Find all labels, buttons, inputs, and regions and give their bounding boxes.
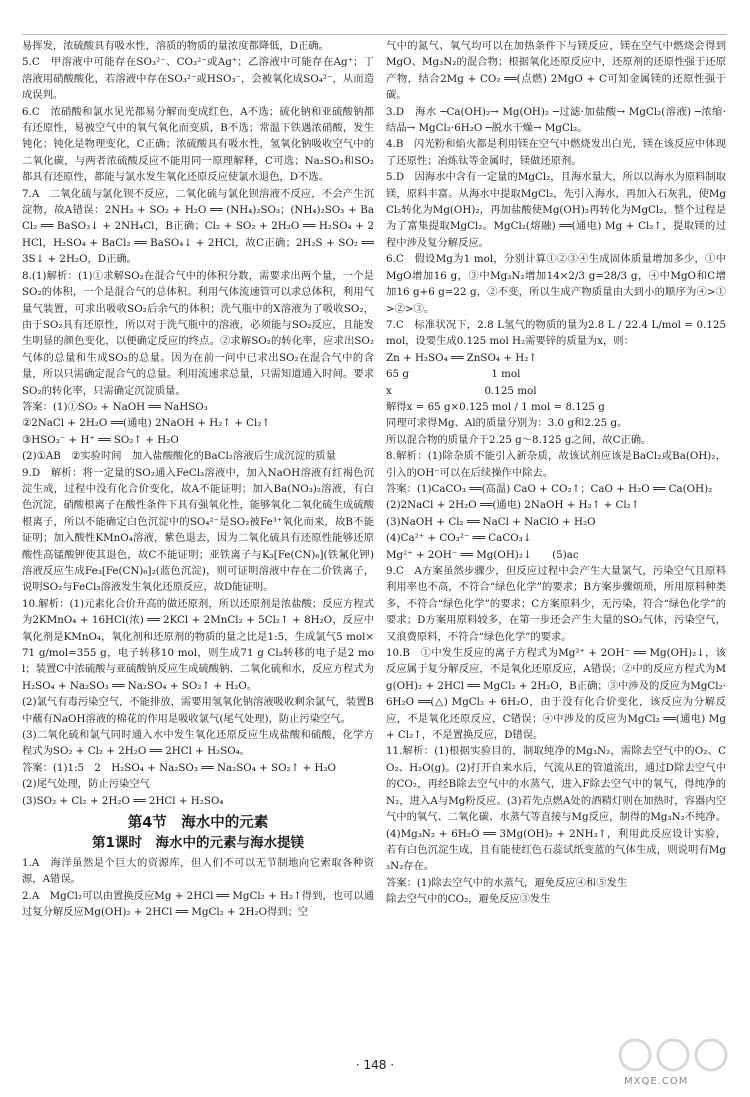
answer-line: 答案：(1)1:5 2 H₂SO₄ + Na₂SO₃ ══ Na₂SO₄ + SO₂↑ + H₂O [22,761,336,774]
equation-line: Zn + H₂SO₄ ══ ZnSO₄ + H₂↑ [386,351,537,364]
answer-item-7: 7.A 二氧化硫与氯化钡不反应，二氧化硫与氯化钡溶液不反应，不会产生沉淀物，故A错误：2NH₃ + SO₂ + H₂O ══ (NH₄)₂SO₃；(NH₄)₂SO₃ + BaCl₂ ══ BaSO₃↓ + 2NH₄Cl，B正确；Cl₂ + SO₂ + 2H₂O ══ H₂SO₄ + 2HCl，H₂SO₄ + BaCl₂ ══ BaSO₄↓ + 2HCl，故C正确；2H₂S + SO₂ ══ 3S↓ + 2H₂O，D正确。 [22,187,374,266]
answer-item-1: 1.A 海洋虽然是个巨大的资源库，但人们不可以无节制地向它索取各种资源，A错误。 [22,856,374,886]
answer-line: 答案：(1)CaCO₃ ══(高温) CaO + CO₂↑；CaO + H₂O ══ Ca(OH)₂ [386,482,713,495]
answer-item-4: 4.B 闪光粉和焰火都是利用镁在空气中燃烧发出白光，镁在该反应中体现了还原性；冶炼钛等金属时，镁做还原剂。 [386,138,726,167]
answer-paragraph: (3)二氧化硫和氯气同时通入水中发生氧化还原反应生成盐酸和硫酸，化学方程式为SO₂ + Cl₂ + 2H₂O ══ 2HCl + H₂SO₄。 [22,729,374,758]
equation-line: x 0.125 mol [386,384,537,397]
answer-paragraph: 易挥发，浓硫酸具有吸水性，溶质的物质的量浓度都降低，D正确。 [22,40,329,52]
page-number: · 148 · [355,1058,395,1072]
answer-item-7: 7.C 标准状况下，2.8 L氢气的物质的量为2.8 L / 22.4 L/mol = 0.125 mol，设要生成0.125 mol H₂需要锌的质量为x，则： [386,318,726,348]
answer-line: ②2NaCl + 2H₂O ══(通电) 2NaOH + H₂↑ + Cl₂↑ [22,417,271,430]
lesson-subheading: 第1课时 海水中的元素与海水提镁 [92,834,304,851]
answer-line: (2)2NaCl + 2H₂O ══(通电) 2NaOH + H₂↑ + Cl₂↑ [386,499,640,512]
left-column [22,38,374,921]
answer-item-8: 8.(1)解析：(1)①求解SO₂在混合气中的体积分数，需要求出两个量，一个是SO₂的体积，一个是混合气的总体积。利用气体流速管可以求总体积，利用气量气装置，可求出吸收SO₂后余气的体积；洗气瓶中的X溶液为了吸收SO₂，由于SO₂具有还原性，所以对于洗气瓶中的溶液，必须能与SO₂反应，且能发生明显的颜色变化，以便确定反应的终点。②求解SO₂的转化率，应求出SO₂气体的总量和生成SO₃的总量。因为在前一问中已求出SO₂在混合气中的含量，所以只需确定混合气的总量。利用流速求总量，只需知道通入时间。要求SO₂的转化率，只需确定沉淀质量。 [22,269,374,397]
answer-line: (3)SO₂ + Cl₂ + 2H₂O ══ 2HCl + H₂SO₄ [22,794,224,807]
answer-item-9: 9.D 解析：将一定量的SO₂通入FeCl₃溶液中，加入NaOH溶液有红褐色沉淀生成，过程中没有化合价变化，故A不能证明；加入Ba(NO₃)₂溶液，有白色沉淀，硝酸根离子在酸性条件下具有强氧化性，能够氧化二氧化硫生成硫酸根离子，所以不能确定白色沉淀中的SO₄²⁻是SO₂被Fe³⁺氧化而来，故B不能证明；加入酸性KMnO₄溶液，紫色退去，因为二氧化硫具有还原性能够还原酸性高锰酸钾使其退色，故C不能证明；亚铁离子与K₃[Fe(CN)₆](铁氰化钾)溶液反应生成Fe₃[Fe(CN)₆]₂(蓝色沉淀)，则可证明溶液中存在二价铁离子，说明SO₂与FeCl₃溶液发生氧化还原反应，故D能证明。 [22,466,374,594]
answer-item-10: 10.解析：(1)元素化合价升高的做还原剂，所以还原剂是浓盐酸；反应方程式为2KMnO₄ + 16HCl(浓) ══ 2KCl + 2MnCl₂ + 5Cl₂↑ + 8H₂O，反应中氧化剂是KMnO₄，氧化剂和还原剂的物质的量之比是1:5，生成氯气5 mol×71 g/mol=355 g，电子转移10 mol，则生成71 g Cl₂转移的电子是2 mol；装置C中浓硫酸与亚硫酸钠反应生成硫酸钠、二氧化硫和水，反应方程式为H₂SO₄ + Na₂SO₃ ══ Na₂SO₄ + SO₂↑ + H₂O。 [22,597,374,692]
answer-item-5: 5.D 因海水中含有一定量的MgCl₂，且海水量大，所以以海水为原料制取镁，原料丰富。从海水中提取MgCl₂，先引入海水，再加入石灰乳，使MgCl₂转化为Mg(OH)₂，再加盐酸使Mg(OH)₂再转化为MgCl₂，整个过程是为了富集提取MgCl₂。MgCl₂(熔融) ══(通电) Mg + Cl₂↑，提取镁的过程中涉及复分解反应。 [386,171,726,249]
answer-line: 同理可求得Mg、Al的质量分别为：3.0 g和2.25 g。 [386,417,628,430]
answer-item-3: 3.D 海水 ─Ca(OH)₂→ Mg(OH)₂ ─过滤·加盐酸→ MgCl₂(溶液) ─浓缩·结晶→ MgCl₂·6H₂O ─脱水干燥→ MgCl₂。 [386,105,726,135]
answer-line: (3)NaOH + Cl₂ ══ NaCl + NaClO + H₂O [386,515,596,528]
answer-line: ③HSO₃⁻ + H⁺ ══ SO₂↑ + H₂O [22,433,179,446]
top-rule [22,34,727,35]
answer-item-10: 10.B ①中发生反应的离子方程式为Mg²⁺ + 2OH⁻ ══ Mg(OH)₂↓，该反应属于复分解反应，不是氧化还原反应，A错误；②中的反应方程式为Mg(OH)₂ + 2HCl ══ MgCl₂ + 2H₂O，B正确；③中涉及的反应为MgCl₂·6H₂O ══(△) MgCl₂ + 6H₂O，由于没有化合价变化，该反应为分解反应，不是氧化还原反应，C错误；④中涉及的反应为MgCl₂ ══(通电) Mg + Cl₂↑，不是置换反应，D错误。 [386,647,726,742]
answer-line: (4)Ca²⁺ + CO₃²⁻ ══ CaCO₃↓ [386,532,532,545]
answer-item-6: 6.C 浓硝酸和氯水见光都易分解而变成红色，A不选；硫化钠和亚硫酸钠都有还原性，易被空气中的氧气氧化而变质，B不选；常温下铁遇浓硝酸，发生钝化；钝化是物理变化，C正确；浓硫酸具有吸水性，氢氧化钠吸收空气中的二氧化碳，与两者浓硫酸反应不能用同一原理解释，C可选；Na₂SO₃和SO₂都具有还原性，都能与氯水发生氧化还原反应使氯水退色，D不选。 [22,105,374,184]
answer-item-9: 9.C A方案虽然步骤少，但反应过程中会产生大量氯气，污染空气且原料利用率也不高，不符合“绿色化学”的要求；B方案步骤烦琐，所用原料种类多，不符合“绿色化学”的要求；C方案原料少，无污染，符合“绿色化学”的要求；D方案用原料较多，在第一步还会产生大量的SO₂气体，污染空气，又浪费原料，不符合“绿色化学”的要求。 [386,565,726,643]
section-heading: 第4节 海水中的元素 [127,815,269,832]
answer-line: 答案：(1)除去空气中的水蒸气，避免反应④和⑤发生 [386,876,628,889]
answer-item-5: 5.C 甲溶液中可能存在SO₃²⁻、CO₃²⁻或Ag⁺；乙溶液中可能存在Ag⁺；丁溶液用硝酸酸化，若溶液中存在SO₃²⁻或HSO₃⁻，会被氧化成SO₄²⁻，从而造成误判。 [22,56,374,102]
answer-line: 除去空气中的CO₂，避免反应③发生 [386,893,551,906]
answer-item-6: 6.C 假设Mg为1 mol，分别计算①②③④生成固体质量增加多少，①中MgO增加16 g，③中Mg₃N₂增加14×2/3 g=28/3 g，④中MgO和C增加16 g+6 g=22 g，②不变，所以生成产物质量由大到小的顺序为④>①>②>③。 [386,253,726,315]
equation-line: 65 g 1 mol [386,368,521,381]
right-column [386,38,726,908]
equation-line: 解得x = 65 g×0.125 mol / 1 mol = 8.125 g [386,400,605,413]
answer-paragraph: (2)氯气有毒污染空气，不能排放，需要用氢氧化钠溶液吸收剩余氯气，装置B中蘸有NaOH溶液的棉花的作用是吸收氯气(尾气处理)，防止污染空气。 [22,696,374,725]
answer-line: 答案：(1)①SO₂ + NaOH ══ NaHSO₃ [22,400,208,413]
answer-line: Mg²⁺ + 2OH⁻ ══ Mg(OH)₂↓ (5)ac [386,548,579,561]
answer-paragraph: 气中的氮气、氧气均可以在加热条件下与镁反应，镁在空气中燃烧会得到MgO、Mg₃N₂的混合物；根据氧化还原反应中，还原剂的还原性强于还原产物，结合2Mg + CO₂ ══(点燃) 2MgO + C可知金属镁的还原性强于碳。 [386,40,726,102]
answer-line: (2)尾气处理，防止污染空气 [22,778,150,791]
answer-item-8: 8.解析：(1)除杂质不能引入新杂质，故该试剂应该是BaCl₂或Ba(OH)₂，引入的OH⁻可以在后续操作中除去。 [386,450,726,479]
answer-line: 所以混合物的质量介于2.25 g～8.125 g之间，故C正确。 [386,433,652,446]
answer-item-2: 2.A MgCl₂可以由置换反应Mg + 2HCl ══ MgCl₂ + H₂↑得到，也可以通过复分解反应Mg(OH)₂ + 2HCl ══ MgCl₂ + 2H₂O得到；空 [22,889,374,919]
answer-item-11: 11.解析：(1)根据实验目的，制取纯净的Mg₃N₂，需除去空气中的O₂、CO₂、H₂O(g)。(2)打开自来水后，气流从E的管道流出，通过D除去空气中的CO₂，再经B除去空气中的水蒸气，进入F除去空气中的氧气，得纯净的N₂，进入A与Mg粉反应。(3)若先点燃A处的酒精灯则在加热时，容器内空气中的氧气、二氧化碳、水蒸气等直接与Mg反应，制得的Mg₃N₂不纯净。(4)Mg₃N₂ + 6H₂O ══ 3Mg(OH)₂ + 2NH₃↑，利用此反应设计实验，若有白色沉淀生成，且有能使红色石蕊试纸变蓝的气体生成，则说明有Mg₃N₂存在。 [386,745,726,873]
watermark-text: MXQE.COM [624,1076,689,1087]
answer-line: (2)①AB ②实验时间 加入盐酸酸化的BaCl₂溶液后生成沉淀的质量 [22,450,336,463]
